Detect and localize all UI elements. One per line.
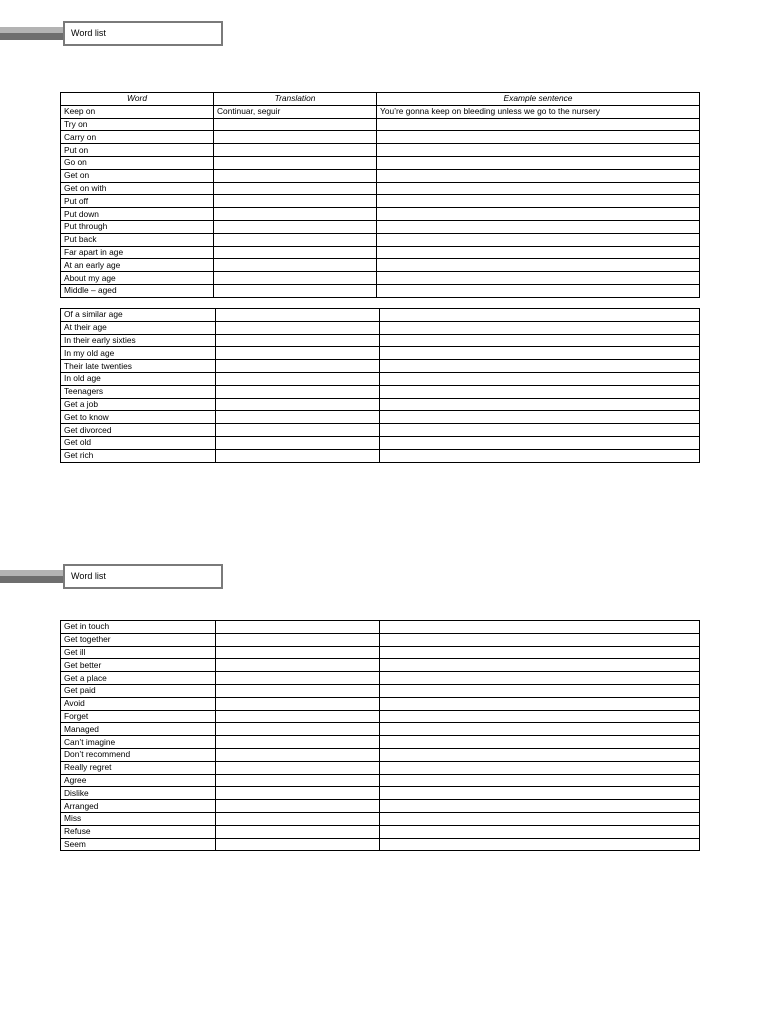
translation-cell[interactable] — [214, 182, 377, 195]
table-row — [61, 825, 700, 838]
example-sentence-cell[interactable] — [377, 118, 700, 131]
translation-cell[interactable]: Continuar, seguir — [214, 105, 377, 118]
example-sentence-cell[interactable] — [380, 398, 700, 411]
example-sentence-cell[interactable] — [380, 347, 700, 360]
table-row — [61, 398, 700, 411]
example-sentence-cell[interactable] — [377, 259, 700, 272]
table-header-row — [61, 93, 700, 106]
word-cell: Really regret — [61, 761, 216, 774]
word-cell: In my old age — [61, 347, 216, 360]
example-sentence-cell[interactable] — [380, 800, 700, 813]
example-sentence-cell[interactable] — [380, 646, 700, 659]
word-cell: Of a similar age — [61, 309, 216, 322]
word-cell: In their early sixties — [61, 334, 216, 347]
section-title: Word list — [63, 564, 223, 589]
example-sentence-cell[interactable] — [380, 334, 700, 347]
translation-cell[interactable] — [216, 825, 380, 838]
table-row — [61, 195, 700, 208]
table-row — [61, 723, 700, 736]
word-cell: Carry on — [61, 131, 214, 144]
translation-cell[interactable] — [216, 621, 380, 634]
word-cell: Get on with — [61, 182, 214, 195]
word-cell: Arranged — [61, 800, 216, 813]
example-sentence-cell[interactable] — [377, 246, 700, 259]
translation-cell[interactable] — [216, 309, 380, 322]
table-row — [61, 411, 700, 424]
example-sentence-cell[interactable] — [380, 774, 700, 787]
word-cell: Get a job — [61, 398, 216, 411]
table-row — [61, 246, 700, 259]
example-sentence-cell[interactable] — [377, 233, 700, 246]
translation-cell[interactable] — [216, 736, 380, 749]
table-row — [61, 800, 700, 813]
word-list-table-2 — [60, 308, 700, 463]
translation-cell[interactable] — [216, 646, 380, 659]
example-sentence-cell[interactable] — [380, 736, 700, 749]
word-cell: Refuse — [61, 825, 216, 838]
table-row — [61, 169, 700, 182]
word-cell: Get better — [61, 659, 216, 672]
header-band-dark — [0, 33, 68, 40]
translation-cell[interactable] — [216, 347, 380, 360]
word-cell: Try on — [61, 118, 214, 131]
section-header-1 — [0, 21, 218, 47]
example-sentence-cell[interactable] — [377, 182, 700, 195]
table-row — [61, 436, 700, 449]
table-row — [61, 672, 700, 685]
word-cell: Go on — [61, 156, 214, 169]
translation-cell[interactable] — [214, 233, 377, 246]
word-cell: Their late twenties — [61, 360, 216, 373]
table-row — [61, 633, 700, 646]
word-cell: Put off — [61, 195, 214, 208]
translation-cell[interactable] — [214, 272, 377, 285]
table-row — [61, 659, 700, 672]
table-row — [61, 812, 700, 825]
table-row — [61, 334, 700, 347]
table-row — [61, 736, 700, 749]
example-sentence-cell[interactable] — [380, 812, 700, 825]
translation-cell[interactable] — [214, 169, 377, 182]
word-cell: Forget — [61, 710, 216, 723]
example-sentence-cell[interactable] — [380, 309, 700, 322]
word-cell: Can’t imagine — [61, 736, 216, 749]
translation-cell[interactable] — [214, 118, 377, 131]
translation-cell[interactable] — [216, 787, 380, 800]
translation-cell[interactable] — [216, 684, 380, 697]
example-sentence-cell[interactable] — [380, 436, 700, 449]
word-cell: Teenagers — [61, 385, 216, 398]
word-cell: Get divorced — [61, 424, 216, 437]
table-row — [61, 131, 700, 144]
example-sentence-cell[interactable] — [380, 360, 700, 373]
table-row — [61, 748, 700, 761]
translation-cell[interactable] — [216, 449, 380, 462]
translation-cell[interactable] — [216, 672, 380, 685]
example-sentence-cell[interactable] — [380, 659, 700, 672]
example-sentence-cell[interactable] — [377, 156, 700, 169]
table-row — [61, 156, 700, 169]
section-header-2 — [0, 564, 218, 590]
table-row — [61, 105, 700, 118]
word-cell: Keep on — [61, 105, 214, 118]
example-sentence-cell[interactable] — [380, 385, 700, 398]
word-cell: Put back — [61, 233, 214, 246]
word-list-table-3 — [60, 620, 700, 851]
translation-cell[interactable] — [216, 723, 380, 736]
table-row — [61, 449, 700, 462]
example-sentence-cell[interactable] — [377, 195, 700, 208]
translation-cell[interactable] — [214, 208, 377, 221]
word-cell: Dislike — [61, 787, 216, 800]
word-cell: Get in touch — [61, 621, 216, 634]
word-cell: At their age — [61, 321, 216, 334]
word-list-table-1 — [60, 92, 700, 298]
translation-cell[interactable] — [214, 259, 377, 272]
table-row — [61, 774, 700, 787]
table-body — [61, 105, 700, 297]
table-row — [61, 787, 700, 800]
example-sentence-cell[interactable] — [380, 672, 700, 685]
header-band-dark — [0, 576, 68, 583]
example-sentence-cell[interactable] — [380, 787, 700, 800]
translation-cell[interactable] — [216, 398, 380, 411]
word-cell: Get to know — [61, 411, 216, 424]
word-cell: Get a place — [61, 672, 216, 685]
word-cell: Get on — [61, 169, 214, 182]
example-sentence-cell[interactable] — [377, 284, 700, 297]
translation-cell[interactable] — [214, 220, 377, 233]
example-sentence-cell[interactable] — [377, 144, 700, 157]
translation-cell[interactable] — [216, 710, 380, 723]
word-cell: Get old — [61, 436, 216, 449]
word-cell: Put through — [61, 220, 214, 233]
table-row — [61, 761, 700, 774]
word-cell: Managed — [61, 723, 216, 736]
table-row — [61, 272, 700, 285]
word-cell: Far apart in age — [61, 246, 214, 259]
translation-cell[interactable] — [216, 411, 380, 424]
example-sentence-cell[interactable] — [380, 684, 700, 697]
translation-cell[interactable] — [216, 697, 380, 710]
word-cell: At an early age — [61, 259, 214, 272]
example-sentence-cell[interactable] — [380, 633, 700, 646]
table-row — [61, 684, 700, 697]
translation-cell[interactable] — [216, 321, 380, 334]
table-row — [61, 259, 700, 272]
example-sentence-cell[interactable] — [380, 697, 700, 710]
word-cell: Middle – aged — [61, 284, 214, 297]
word-cell: Avoid — [61, 697, 216, 710]
section-title: Word list — [63, 21, 223, 46]
example-sentence-cell[interactable] — [377, 169, 700, 182]
word-cell: Put down — [61, 208, 214, 221]
translation-cell[interactable] — [216, 748, 380, 761]
table-row — [61, 710, 700, 723]
table-body — [61, 309, 700, 463]
table-row — [61, 360, 700, 373]
translation-cell[interactable] — [216, 838, 380, 851]
table-row — [61, 621, 700, 634]
table-row — [61, 424, 700, 437]
word-cell: Miss — [61, 812, 216, 825]
translation-cell[interactable] — [216, 372, 380, 385]
table-row — [61, 838, 700, 851]
example-sentence-cell[interactable] — [377, 272, 700, 285]
example-sentence-cell[interactable] — [380, 424, 700, 437]
translation-cell[interactable] — [216, 633, 380, 646]
column-header-word: Word — [61, 93, 214, 106]
word-cell: Get together — [61, 633, 216, 646]
table-row — [61, 321, 700, 334]
translation-cell[interactable] — [216, 334, 380, 347]
translation-cell[interactable] — [216, 761, 380, 774]
table-row — [61, 118, 700, 131]
column-header-translation: Translation — [214, 93, 377, 106]
translation-cell[interactable] — [216, 424, 380, 437]
translation-cell[interactable] — [214, 156, 377, 169]
table-row — [61, 182, 700, 195]
table-row — [61, 347, 700, 360]
translation-cell[interactable] — [214, 131, 377, 144]
word-cell: Get paid — [61, 684, 216, 697]
example-sentence-cell[interactable] — [380, 748, 700, 761]
table-body — [61, 621, 700, 851]
example-sentence-cell[interactable] — [380, 723, 700, 736]
table-row — [61, 233, 700, 246]
translation-cell[interactable] — [216, 436, 380, 449]
table-row — [61, 697, 700, 710]
example-sentence-cell[interactable] — [380, 449, 700, 462]
example-sentence-cell[interactable] — [380, 321, 700, 334]
example-sentence-cell[interactable] — [380, 710, 700, 723]
example-sentence-cell[interactable] — [380, 761, 700, 774]
table-row — [61, 284, 700, 297]
table-row — [61, 385, 700, 398]
translation-cell[interactable] — [214, 144, 377, 157]
word-cell: Don’t recommend — [61, 748, 216, 761]
table-row — [61, 220, 700, 233]
word-cell: Get rich — [61, 449, 216, 462]
table-row — [61, 646, 700, 659]
example-sentence-cell[interactable] — [380, 825, 700, 838]
translation-cell[interactable] — [214, 195, 377, 208]
example-sentence-cell[interactable] — [380, 838, 700, 851]
word-cell: Get ill — [61, 646, 216, 659]
word-cell: Seem — [61, 838, 216, 851]
word-cell: In old age — [61, 372, 216, 385]
translation-cell[interactable] — [216, 812, 380, 825]
translation-cell[interactable] — [214, 284, 377, 297]
translation-cell[interactable] — [216, 385, 380, 398]
table-row — [61, 144, 700, 157]
translation-cell[interactable] — [216, 360, 380, 373]
table-row — [61, 309, 700, 322]
example-sentence-cell[interactable] — [377, 220, 700, 233]
word-cell: About my age — [61, 272, 214, 285]
translation-cell[interactable] — [216, 659, 380, 672]
translation-cell[interactable] — [216, 800, 380, 813]
table-row — [61, 208, 700, 221]
table-row — [61, 372, 700, 385]
example-sentence-cell[interactable] — [380, 411, 700, 424]
translation-cell[interactable] — [214, 246, 377, 259]
example-sentence-cell[interactable] — [380, 621, 700, 634]
word-cell: Put on — [61, 144, 214, 157]
example-sentence-cell[interactable] — [377, 208, 700, 221]
example-sentence-cell[interactable] — [377, 131, 700, 144]
column-header-example: Example sentence — [377, 93, 700, 106]
translation-cell[interactable] — [216, 774, 380, 787]
word-cell: Agree — [61, 774, 216, 787]
example-sentence-cell[interactable]: You’re gonna keep on bleeding unless we go to the nursery — [377, 105, 700, 118]
example-sentence-cell[interactable] — [380, 372, 700, 385]
